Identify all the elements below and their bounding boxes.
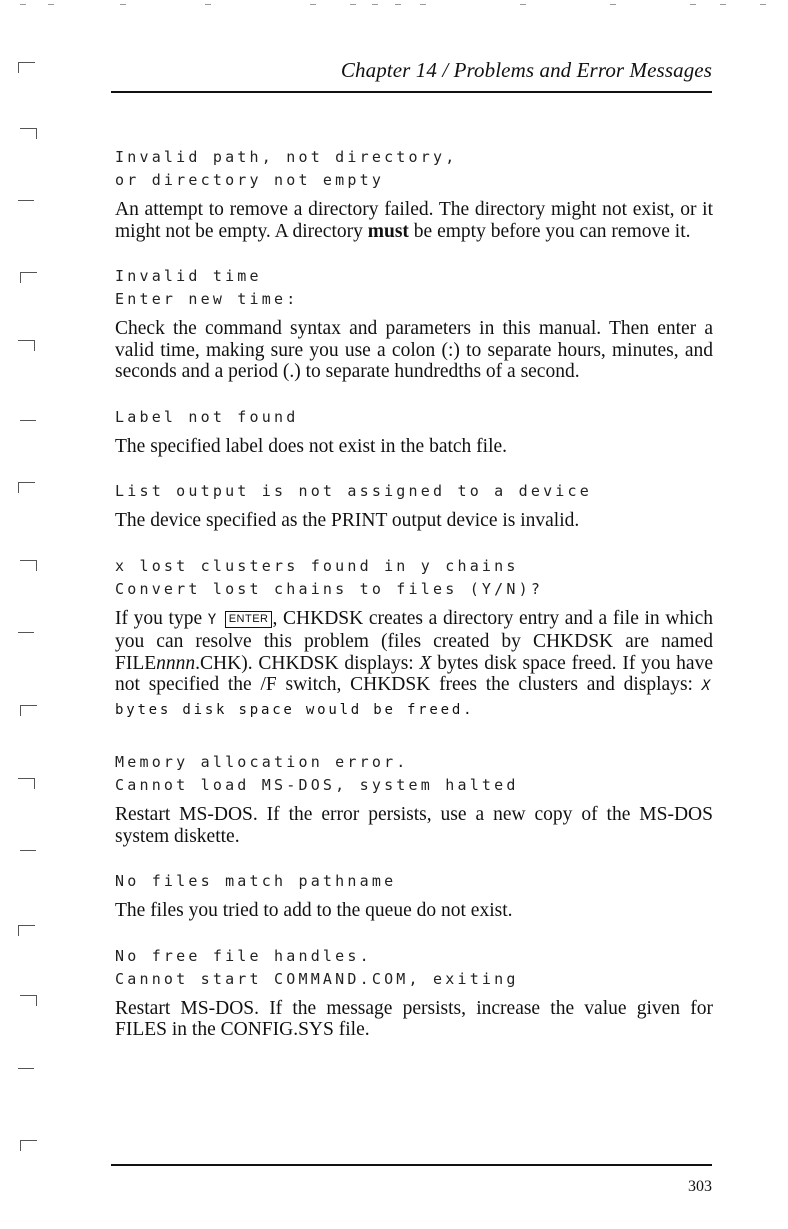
error-message-line: or directory not empty <box>115 171 385 189</box>
error-message-line: Label not found <box>115 407 299 426</box>
scan-dash <box>205 4 211 5</box>
scan-dash <box>120 4 126 5</box>
explanation: If you type Y ENTER , CHKDSK creates a directory entry and a file in which you can resolve this problem (files created by CHKDSK are named FILEnnnn.CHK). CHKDSK displays: X bytes disk space freed. If you have not specified the /F switch, CHKDSK frees the clusters and displays: X bytes disk space would be freed. <box>115 607 713 718</box>
error-message-line: Invalid path, not directory, <box>115 148 458 166</box>
margin-mark <box>20 560 37 571</box>
scan-dash <box>350 4 356 5</box>
scan-dash <box>420 4 426 5</box>
explanation: Restart MS-DOS. If the error persists, use a new copy of the MS-DOS system diskette. <box>115 804 713 847</box>
error-message-line: Invalid time <box>115 267 262 285</box>
entry-label-not-found <box>115 406 713 458</box>
explanation: The files you tried to add to the queue do not exist. <box>115 900 513 921</box>
entry-no-free-handles <box>115 945 713 1041</box>
scan-dash <box>372 4 378 5</box>
footer-rule <box>111 1164 712 1166</box>
enter-key-icon: ENTER <box>225 611 273 628</box>
scan-dash <box>760 4 766 5</box>
margin-mark <box>20 128 37 139</box>
margin-mark <box>20 850 36 861</box>
margin-mark <box>20 705 37 716</box>
binding-margin-marks <box>0 0 60 1229</box>
margin-mark <box>18 1068 34 1079</box>
error-message-line: Enter new time: <box>115 290 299 308</box>
explanation: Check the command syntax and parameters in this manual. Then enter a valid time, making sure you use a colon (:) to separate hours, minutes, and seconds and a period (.) to separate hundredths of a second. <box>115 318 713 382</box>
explanation: An attempt to remove a directory failed. The directory might not exist, or it might not be empty. A directory must be empty before you can remove it. <box>115 199 713 242</box>
error-message-line: Cannot start COMMAND.COM, exiting <box>115 969 519 988</box>
scan-dash <box>690 4 696 5</box>
explanation: The specified label does not exist in the batch file. <box>115 435 508 457</box>
scan-dash <box>310 4 316 5</box>
entry-no-files-match <box>115 870 713 922</box>
message-list <box>115 146 713 1064</box>
margin-mark <box>20 995 37 1006</box>
margin-mark <box>18 62 35 73</box>
entry-invalid-time <box>115 265 713 383</box>
explanation: Restart MS-DOS. If the message persists, increase the value given for FILES in the CONFIG.SYS file. <box>115 997 713 1040</box>
scan-dash <box>520 4 526 5</box>
error-message-line: Convert lost chains to files (Y/N)? <box>115 579 544 598</box>
error-message-line: Memory allocation error. <box>115 753 409 771</box>
scan-edge-noise <box>0 2 788 6</box>
error-message-line: x lost clusters found in y chains <box>115 556 519 575</box>
error-message-line: List output is not assigned to a device <box>115 482 592 500</box>
error-message-line: No files match pathname <box>115 872 397 890</box>
margin-mark <box>18 340 35 351</box>
margin-mark <box>20 1140 37 1151</box>
margin-mark <box>18 925 35 936</box>
scan-dash <box>720 4 726 5</box>
margin-mark <box>18 200 34 211</box>
margin-mark <box>18 632 34 643</box>
page-number: 303 <box>688 1178 712 1195</box>
entry-invalid-path <box>115 146 713 242</box>
error-message-line: Cannot load MS-DOS, system halted <box>115 776 519 794</box>
entry-lost-clusters <box>115 555 713 722</box>
explanation: The device specified as the PRINT output device is invalid. <box>115 510 580 531</box>
margin-mark <box>20 272 37 283</box>
scan-dash <box>395 4 401 5</box>
scan-dash <box>610 4 616 5</box>
margin-mark <box>18 482 35 493</box>
error-message-line: No free file handles. <box>115 946 372 965</box>
margin-mark <box>18 778 35 789</box>
margin-mark <box>20 420 36 431</box>
header-rule <box>111 91 712 93</box>
entry-memory-allocation <box>115 751 713 847</box>
entry-list-output <box>115 480 713 532</box>
typed-key-y: Y <box>207 611 220 628</box>
chapter-header: Chapter 14 / Problems and Error Messages <box>340 58 712 82</box>
